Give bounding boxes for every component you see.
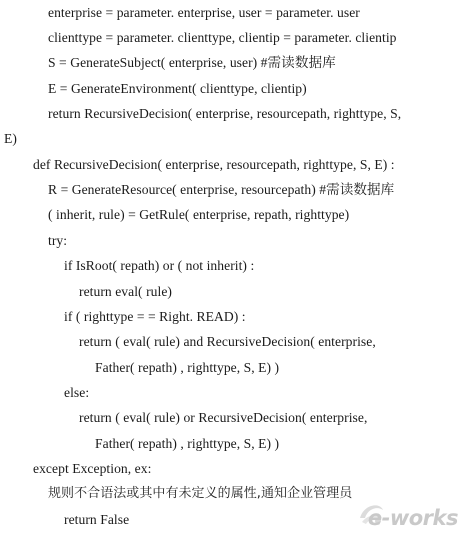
- code-line: return eval( rule): [79, 284, 172, 299]
- code-line: def RecursiveDecision( enterprise, resourcepath, righttype, S, E) :: [33, 157, 395, 172]
- code-line: return False: [64, 512, 130, 527]
- code-line: return ( eval( rule) and RecursiveDecision( enterprise,: [79, 334, 376, 349]
- code-line: Father( repath) , righttype, S, E) ): [95, 360, 280, 375]
- code-line: else:: [64, 385, 90, 400]
- code-line: E = GenerateEnvironment( clienttype, clientip): [48, 81, 307, 96]
- code-line: clienttype = parameter. clienttype, clientip = parameter. clientip: [48, 30, 397, 45]
- code-line: enterprise = parameter. enterprise, user = parameter. user: [48, 5, 360, 20]
- watermark-logo: [354, 494, 458, 532]
- code-line: R = GenerateResource( enterprise, resourcepath) #需读数据库: [48, 182, 395, 197]
- code-line: return RecursiveDecision( enterprise, resourcepath, righttype, S,: [48, 106, 402, 121]
- code-line: try:: [48, 233, 68, 248]
- code-line: S = GenerateSubject( enterprise, user) #需读数据库: [48, 55, 336, 70]
- watermark-text: e-works: [367, 506, 458, 530]
- code-line: Father( repath) , righttype, S, E) ): [95, 436, 280, 451]
- code-line: E): [4, 131, 17, 146]
- code-line: if ( righttype = = Right. READ) :: [64, 309, 246, 324]
- code-line: return ( eval( rule) or RecursiveDecision( enterprise,: [79, 410, 368, 425]
- code-line: ( inherit, rule) = GetRule( enterprise, repath, righttype): [48, 207, 350, 222]
- code-line: if IsRoot( repath) or ( not inherit) :: [64, 258, 255, 273]
- code-line-comment: 规则不合语法或其中有未定义的属性,通知企业管理员: [48, 486, 353, 501]
- code-line: except Exception, ex:: [33, 461, 152, 476]
